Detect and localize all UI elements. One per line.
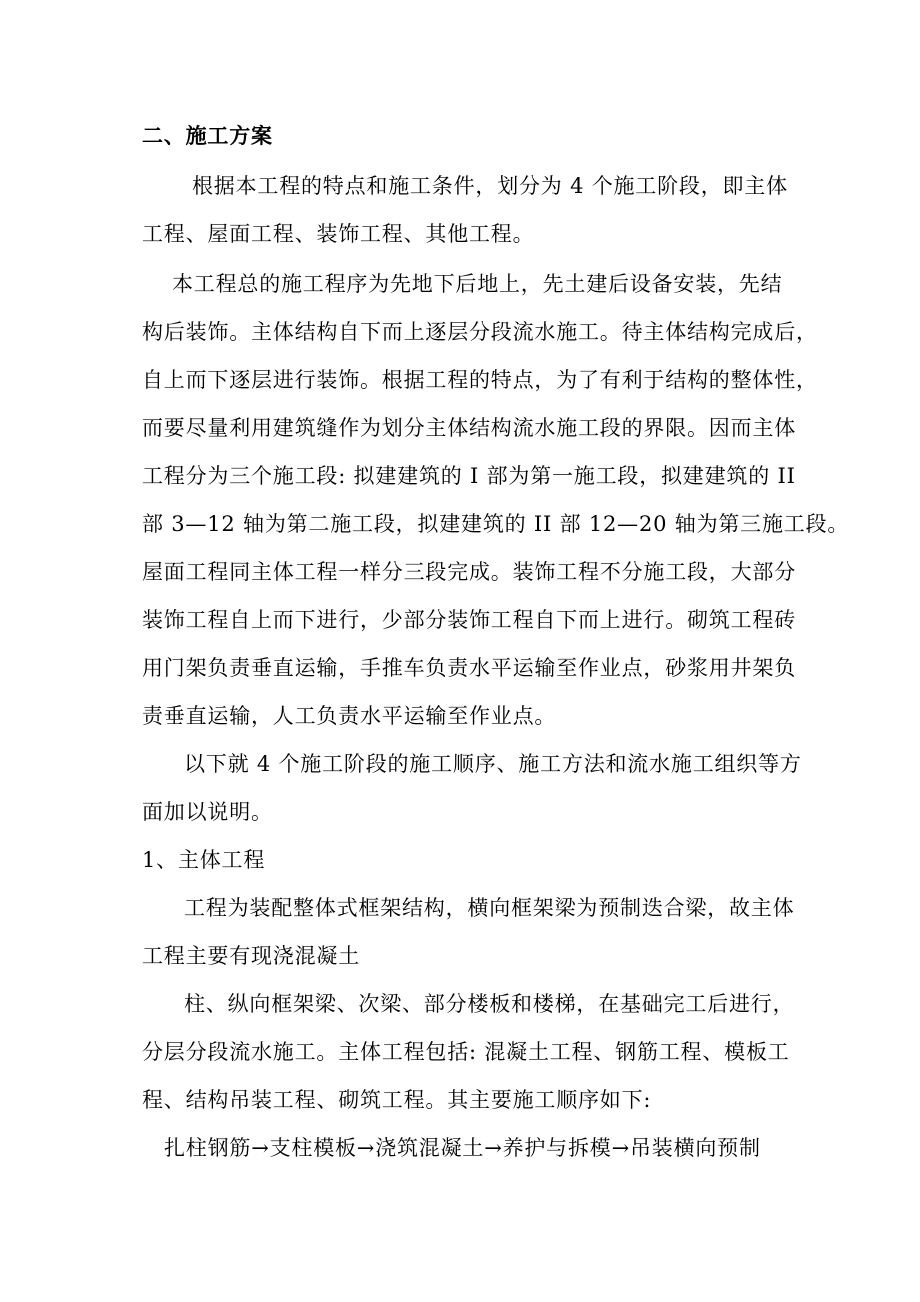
paragraph-5-line-3: 程、结构吊装工程、砌筑工程。其主要施工顺序如下: [142,1088,652,1112]
paragraph-2-line-8: 装饰工程自上而下进行，少部分装饰工程自下而上进行。砌筑工程砖 [142,608,796,632]
subheading-main-works: 1、主体工程 [142,848,266,872]
section-heading: 二、施工方案 [142,124,273,148]
paragraph-4-line-1: 工程为装配整体式框架结构，横向框架梁为预制迭合梁，故主体 [184,896,795,920]
paragraph-3-line-2: 面加以说明。 [142,800,273,824]
paragraph-2-line-5: 工程分为三个施工段: 拟建建筑的 I 部为第一施工段，拟建建筑的 II [142,464,796,488]
paragraph-1-line-2: 工程、屋面工程、装饰工程、其他工程。 [142,222,535,246]
paragraph-2-line-10: 责垂直运输，人工负责水平运输至作业点。 [142,704,557,728]
paragraph-2-line-1: 本工程总的施工程序为先地下后地上，先土建后设备安装，先结 [172,272,783,296]
paragraph-5-line-2: 分层分段流水施工。主体工程包括: 混凝土工程、钢筋工程、模板工 [142,1040,790,1064]
paragraph-2-line-2: 构后装饰。主体结构自下而上逐层分段流水施工。待主体结构完成后， [142,320,818,344]
paragraph-2-line-9: 用门架负责垂直运输，手推车负责水平运输至作业点，砂浆用井架负 [142,656,796,680]
paragraph-5-line-1: 柱、纵向框架梁、次梁、部分楼板和楼梯，在基础完工后进行， [184,992,795,1016]
paragraph-3-line-1: 以下就 4 个施工阶段的施工顺序、施工方法和流水施工组织等方 [184,752,802,776]
paragraph-2-line-6: 部 3—12 轴为第二施工段，拟建建筑的 II 部 12—20 轴为第三施工段。 [142,512,850,536]
paragraph-4-line-2: 工程主要有现浇混凝土 [142,944,360,968]
paragraph-1-line-1: 根据本工程的特点和施工条件，划分为 4 个施工阶段，即主体 [192,174,788,198]
paragraph-2-line-4: 而要尽量利用建筑缝作为划分主体结构流水施工段的界限。因而主体 [142,416,796,440]
paragraph-6-line-1: 扎柱钢筋→支柱模板→浇筑混凝土→养护与拆模→吊装横向预制 [164,1136,761,1160]
paragraph-2-line-3: 自上而下逐层进行装饰。根据工程的特点，为了有利于结构的整体性， [142,368,818,392]
paragraph-2-line-7: 屋面工程同主体工程一样分三段完成。装饰工程不分施工段，大部分 [142,560,796,584]
